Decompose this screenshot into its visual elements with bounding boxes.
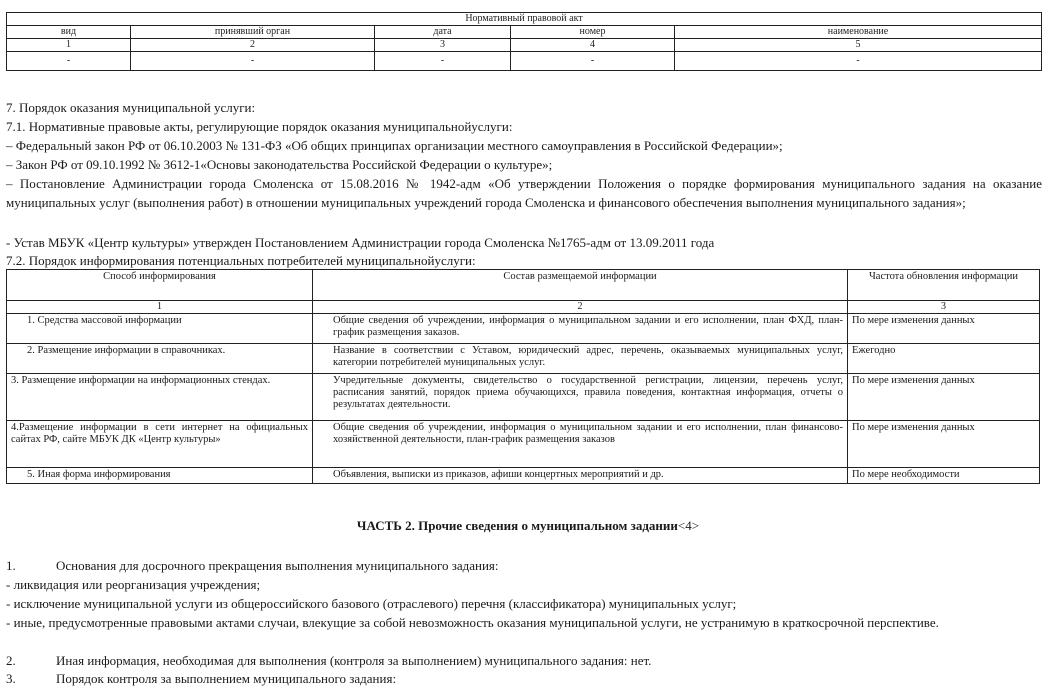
bullet-item: - исключение муниципальной услуги из общероссийского базового (отраслевого) перечня (классификатора) муниципальных услуг; [6,596,737,611]
item-number: 1. [6,558,16,573]
item-text: Порядок контроля за выполнением муниципального задания: [56,671,397,686]
method-cell: 1. Средства массовой информации [7,313,313,343]
header-cell: Частота обновления информации [848,270,1040,301]
number-cell: 1 [7,39,131,52]
numbered-item [6,651,1042,670]
normative-act-title: Нормативный правовой акт [7,13,1042,26]
header-cell: Способ информирования [7,270,313,301]
value-cell: - [7,52,131,71]
header-cell: Состав размещаемой информации [313,270,848,301]
bullet-item: - иные, предусмотренные правовыми актами случаи, влекущие за собой невозможность оказания муниципальной услуги, не устранимую в краткосрочной перспективе. [6,615,939,630]
frequency-cell: Ежегодно [848,343,1040,373]
content-cell: Общие сведения об учреждении, информация о муниципальном задании и его исполнении, план ФХД, план-график размещения заказов. [313,313,848,343]
frequency-cell: По мере необходимости [848,467,1040,483]
footnote-ref: <4> [677,518,700,533]
number-cell: 1 [7,301,313,314]
law-item: – Постановление Администрации города Смоленска от 15.08.2016 № 1942-адм «Об утверждении Положения о порядке формирования муниципального задания на оказание муниципальных услуг (выполнения работ) в отношении муниципальных учреждений города Смоленска и финансового обеспечения выполнения муниципального задания»; [6,176,1042,210]
content-cell: Объявления, выписки из приказов, афиши концертных мероприятий и др. [313,467,848,483]
normative-act-header-row [7,26,1042,39]
normative-act-table [6,12,1042,71]
method-cell: 3. Размещение информации на информационных стендах. [7,373,313,420]
method-cell: 2. Размещение информации в справочниках. [7,343,313,373]
content-cell: Название в соответствии с Уставом, юридический адрес, перечень, оказываемых муниципальных услуг, категории потребителей муниципальных услуг. [313,343,848,373]
header-cell: дата [375,26,511,39]
law-item: – Закон РФ от 09.10.1992 № 3612-1«Основы законодательства Российской Федерации о культуре»; [6,157,553,172]
item-number: 2. [6,653,16,668]
item-text: Иная информация, необходимая для выполнения (контроля за выполнением) муниципального задания: нет. [56,653,652,668]
table-row [7,373,1040,420]
header-cell: принявший орган [131,26,375,39]
frequency-cell: По мере изменения данных [848,373,1040,420]
normative-act-value-row [7,52,1042,71]
header-cell: вид [7,26,131,39]
content-cell: Общие сведения об учреждении, информация о муниципальном задании и его исполнении, план финансово-хозяйственной деятельности, план-график размещения заказов [313,420,848,467]
value-cell: - [675,52,1042,71]
table-row [7,420,1040,467]
method-cell: 5. Иная форма информирования [7,467,313,483]
header-cell: наименование [675,26,1042,39]
numbered-item [6,556,1042,575]
content-cell: Учредительные документы, свидетельство о государственной регистрации, лицензии, перечень услуг, расписания занятий, порядок приема обучающихся, правила поведения, контактная информация, отчеты о результатах деятельности. [313,373,848,420]
table-row [7,343,1040,373]
numbered-item [6,669,1042,688]
item-text: Основания для досрочного прекращения выполнения муниципального задания: [56,558,499,573]
number-cell: 2 [131,39,375,52]
value-cell: - [375,52,511,71]
table-row [7,313,1040,343]
section-heading: 7. Порядок оказания муниципальной услуги: [6,100,256,115]
header-cell: номер [511,26,675,39]
frequency-cell: По мере изменения данных [848,313,1040,343]
informing-number-row [7,301,1040,314]
table-row [7,467,1040,483]
value-cell: - [511,52,675,71]
law-item: – Федеральный закон РФ от 06.10.2003 № 131-ФЗ «Об общих принципах организации местного самоуправления в Российской Федерации»; [6,138,783,153]
bullet-item: - ликвидация или реорганизация учреждения; [6,577,261,592]
item-number: 3. [6,671,16,686]
method-cell: 4.Размещение информации в сети интернет на официальных сайтах РФ, сайте МБУК ДК «Центр культуры» [7,420,313,467]
subsection-heading: 7.2. Порядок информирования потенциальных потребителей муниципальнойуслуги: [6,253,476,268]
part2-title: ЧАСТЬ 2. Прочие сведения о муниципальном задании [356,518,678,533]
number-cell: 5 [675,39,1042,52]
subsection-heading: 7.1. Нормативные правовые акты, регулирующие порядок оказания муниципальнойуслуги: [6,119,513,134]
informing-table [6,269,1040,484]
number-cell: 4 [511,39,675,52]
number-cell: 3 [375,39,511,52]
law-item: - Устав МБУК «Центр культуры» утвержден Постановлением Администрации города Смоленска №1765-адм от 13.09.2011 года [6,235,715,250]
informing-header-row [7,270,1040,301]
frequency-cell: По мере изменения данных [848,420,1040,467]
number-cell: 3 [848,301,1040,314]
part2-heading [0,518,1056,534]
normative-act-number-row [7,39,1042,52]
number-cell: 2 [313,301,848,314]
value-cell: - [131,52,375,71]
